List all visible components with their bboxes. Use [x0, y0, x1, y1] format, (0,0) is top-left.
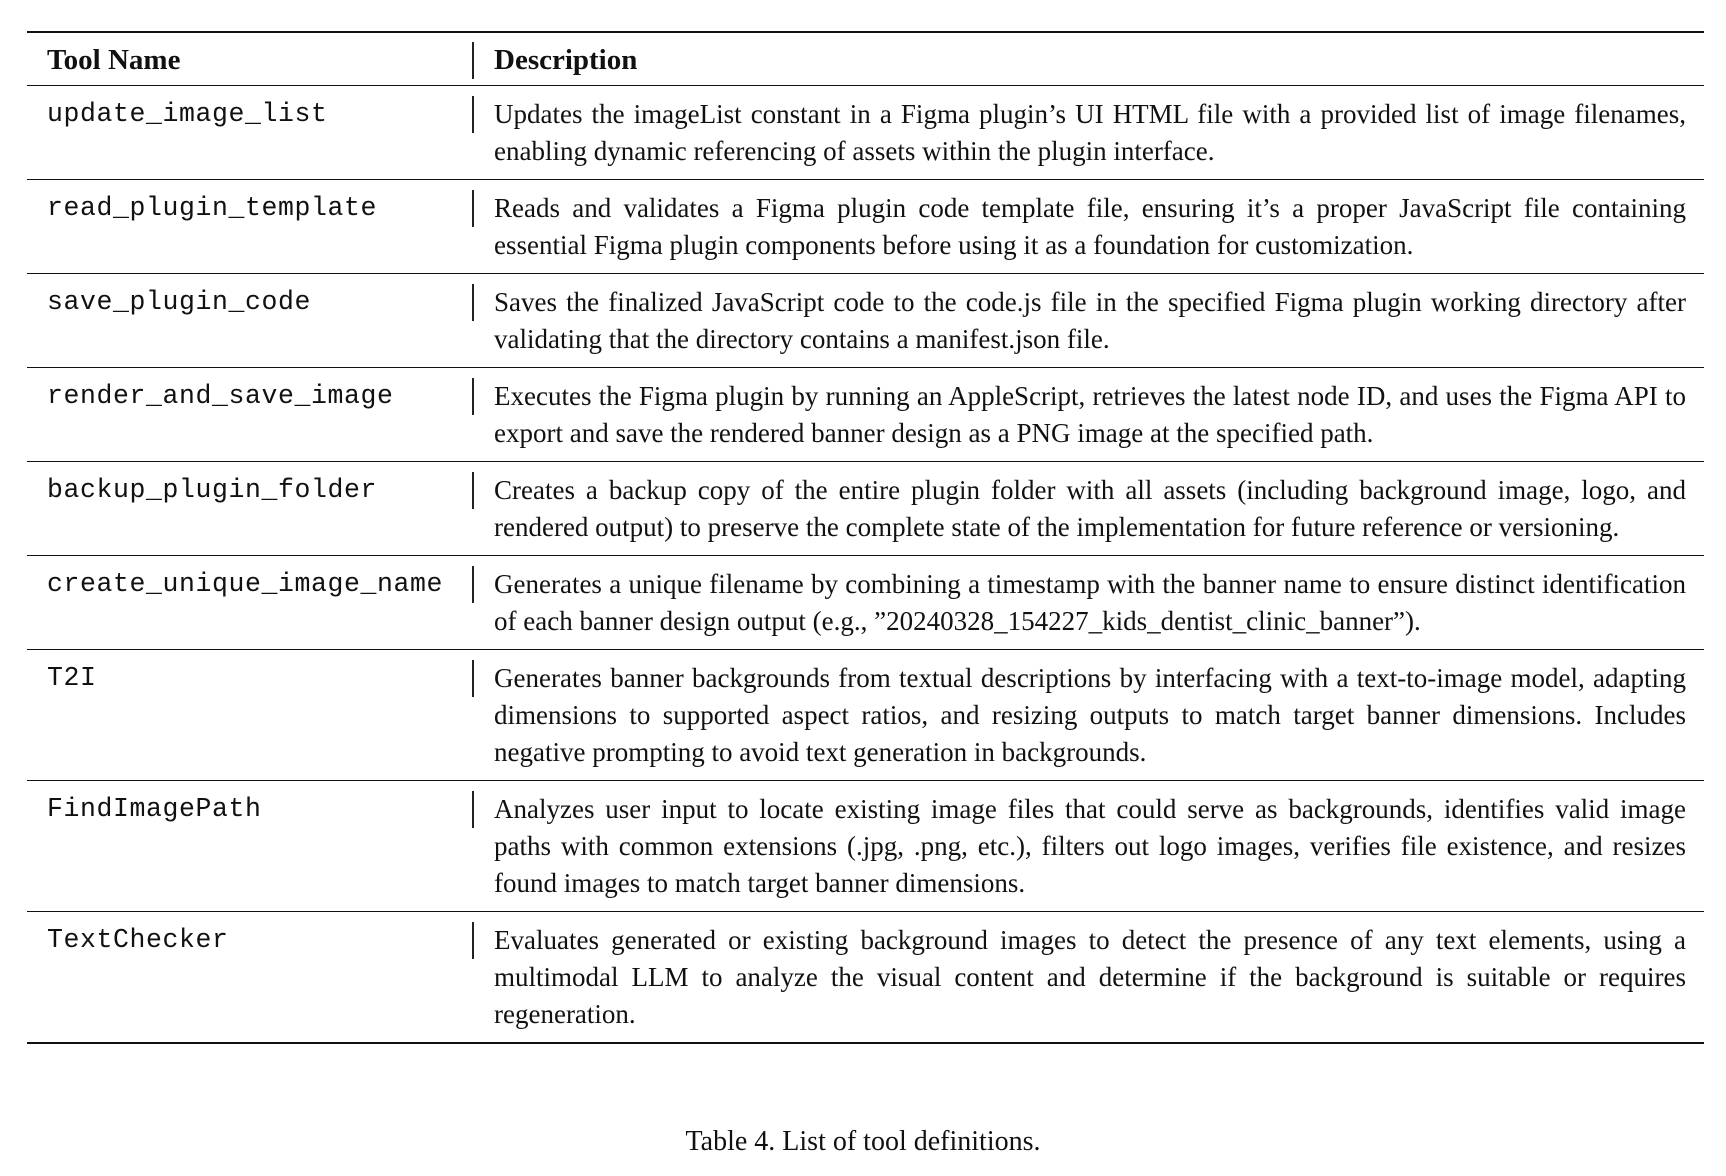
table-row	[27, 180, 1704, 274]
tool-name-cell	[27, 368, 474, 462]
header-description	[474, 32, 1704, 86]
header-tool-name	[27, 32, 474, 86]
tool-description-cell	[474, 912, 1704, 1044]
tool-description: Generates a unique filename by combining a timestamp with the banner name to ensure distinct identification of each banner design output (e.g., ”20240328_154227_kids_dentist_clinic_banner”).	[494, 569, 1686, 636]
tool-description-cell	[474, 274, 1704, 368]
table-row	[27, 462, 1704, 556]
tool-name: create_unique_image_name	[27, 566, 474, 603]
table-caption: Table 4. List of tool definitions.	[685, 1126, 1041, 1157]
tool-description-cell	[474, 368, 1704, 462]
tool-name: update_image_list	[27, 96, 474, 133]
tool-name: save_plugin_code	[27, 284, 474, 321]
tool-description: Analyzes user input to locate existing image files that could serve as backgrounds, identifies valid image paths with common extensions (.jpg, .png, etc.), filters out logo images, verifies file existence, and resizes found images to match target banner dimensions.	[494, 794, 1686, 898]
table-row	[27, 86, 1704, 180]
tool-name-cell	[27, 650, 474, 781]
tool-name: T2I	[27, 660, 474, 697]
tool-description-cell	[474, 180, 1704, 274]
table-row	[27, 274, 1704, 368]
tool-name-cell	[27, 180, 474, 274]
tool-name-cell	[27, 86, 474, 180]
tool-description-cell	[474, 556, 1704, 650]
table-row	[27, 650, 1704, 781]
tool-description: Creates a backup copy of the entire plugin folder with all assets (including background image, logo, and rendered output) to preserve the complete state of the implementation for future reference or versioning.	[494, 475, 1686, 542]
tool-definitions-table-wrapper	[27, 31, 1704, 1044]
table-row	[27, 781, 1704, 912]
tool-description-cell	[474, 462, 1704, 556]
table-row	[27, 368, 1704, 462]
tool-definitions-table	[27, 31, 1704, 1044]
tool-name: backup_plugin_folder	[27, 472, 474, 509]
tool-description: Reads and validates a Figma plugin code template file, ensuring it’s a proper JavaScript file containing essential Figma plugin components before using it as a foundation for customization.	[494, 193, 1686, 260]
tool-name-cell	[27, 274, 474, 368]
table-header-row	[27, 32, 1704, 86]
tool-name-cell	[27, 462, 474, 556]
header-description-label: Description	[494, 44, 638, 76]
tool-description-cell	[474, 86, 1704, 180]
tool-description: Evaluates generated or existing background images to detect the presence of any text elements, using a multimodal LLM to analyze the visual content and determine if the background is suitable or requires regeneration.	[494, 925, 1686, 1029]
tool-description: Executes the Figma plugin by running an AppleScript, retrieves the latest node ID, and uses the Figma API to export and save the rendered banner design as a PNG image at the specified path.	[494, 381, 1686, 448]
table-row	[27, 912, 1704, 1044]
tool-name-cell	[27, 912, 474, 1044]
header-tool-name-label: Tool Name	[27, 42, 474, 79]
tool-name: FindImagePath	[27, 791, 474, 828]
tool-description-cell	[474, 650, 1704, 781]
tool-name: read_plugin_template	[27, 190, 474, 227]
tool-description: Updates the imageList constant in a Figma plugin’s UI HTML file with a provided list of image filenames, enabling dynamic referencing of assets within the plugin interface.	[494, 99, 1686, 166]
tool-description: Saves the finalized JavaScript code to the code.js file in the specified Figma plugin working directory after validating that the directory contains a manifest.json file.	[494, 287, 1686, 354]
table-row	[27, 556, 1704, 650]
tool-description: Generates banner backgrounds from textual descriptions by interfacing with a text-to-image model, adapting dimensions to supported aspect ratios, and resizing outputs to match target banner dimensions. Includes negative prompting to avoid text generation in backgrounds.	[494, 663, 1686, 767]
tool-name: render_and_save_image	[27, 378, 474, 415]
tool-name: TextChecker	[27, 922, 474, 959]
tool-name-cell	[27, 556, 474, 650]
tool-description-cell	[474, 781, 1704, 912]
tool-name-cell	[27, 781, 474, 912]
